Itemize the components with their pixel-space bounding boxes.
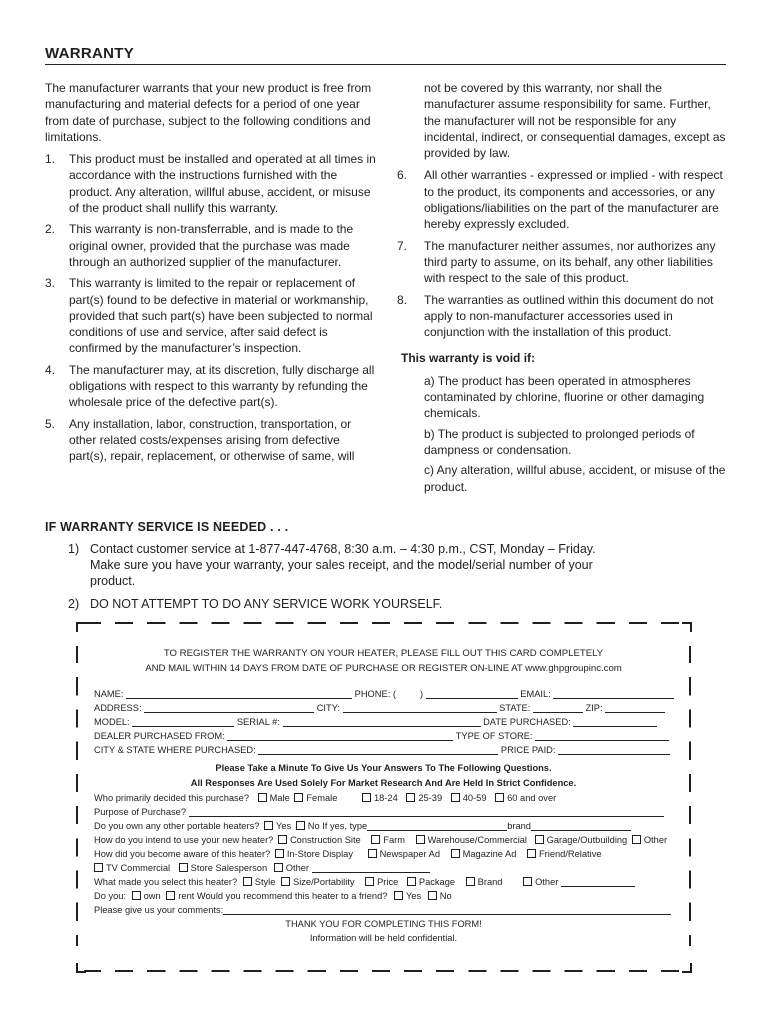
warranty-item [45,221,377,270]
warranty-item [45,416,377,465]
option-label: Yes [275,821,292,831]
option-label: Construction Site [289,835,361,845]
checkbox[interactable] [278,835,287,844]
checkbox[interactable] [394,891,403,900]
option-label: Farm [383,835,406,845]
thank-you: THANK YOU FOR COMPLETING THIS FORM! [285,919,482,929]
option-label: Other [643,835,668,845]
void-item: c) Any alteration, willful abuse, accident, or misuse of the product. [424,463,726,494]
void-item: a) The product has been operated in atmospheres contaminated by chlorine, fluorine or other damaging chemicals. [424,373,705,421]
card-corner [682,963,692,973]
warranty-item [397,292,729,341]
address-label: ADDRESS: [94,703,142,713]
service-item-number: 2) [68,596,80,611]
option-label: 25-39 [418,793,443,803]
item-continuation: not be covered by this warranty, nor shall the manufacturer assume responsibility for same. Further, the manufacturer will not be responsible for any incidental, indirect, or consequential damages, except as provided by law. [424,81,726,161]
checkbox[interactable] [527,849,536,858]
checkbox[interactable] [466,877,475,886]
option-label: rent Would you recommend this heater to a friend? [178,891,388,901]
option-label: 18-24 [373,793,398,803]
service-item [68,596,628,612]
awareness-question: How did you become aware of this heater? [94,849,271,859]
model-field[interactable] [132,717,234,727]
item-text: All other warranties - expressed or implied - with respect to the product, its components and accessories, or any obligations/liabilities on the part of the manufacturer are hereby expressly excluded. [424,168,723,232]
checkbox[interactable] [451,849,460,858]
checkbox[interactable] [258,793,267,802]
option-label: 60 and over [507,793,557,803]
card-corner [682,622,692,632]
zip-label: ZIP: [585,703,603,713]
selection-question: What made you select this heater? [94,877,238,887]
item-number: 3. [45,276,56,291]
card-instruction-line2: AND MAIL WITHIN 14 DAYS FROM DATE OF PURCHASE OR REGISTER ON-LINE AT www.ghpgroupinc.com [145,663,622,674]
item-text: The manufacturer neither assumes, nor authorizes any third party to assume, on its behalf, any other liabilities with respect to the sale of this product. [424,238,716,286]
selection-other-field[interactable] [561,877,635,887]
checkbox[interactable] [428,891,437,900]
decider-row [94,793,674,803]
option-label: Other [535,877,559,887]
phone-close: ) [419,689,424,699]
store-type-field[interactable] [535,731,669,741]
purpose-field[interactable] [189,807,664,817]
checkbox[interactable] [632,835,641,844]
other-heaters-question: Do you own any other portable heaters? [94,821,260,831]
comments-row [94,905,674,915]
checkbox[interactable] [243,877,252,886]
checkbox[interactable] [371,835,380,844]
option-label: Male [269,793,290,803]
warranty-left-column [45,80,377,470]
option-label: TV Commercial [106,863,171,873]
date-purchased-field[interactable] [573,717,657,727]
option-label: Other [285,863,310,873]
city-state-label: CITY & STATE WHERE PURCHASED: [94,745,256,755]
title-divider [45,64,726,65]
address-field[interactable] [144,703,314,713]
survey-confidentiality: All Responses Are Used Solely For Market Research And Are Held In Strict Confidence. [190,778,577,788]
confidential-note: Information will be held confidential. [309,933,458,943]
state-label: STATE: [499,703,531,713]
checkbox[interactable] [416,835,425,844]
option-label: No [439,891,452,901]
option-label: No If yes, type [307,821,368,831]
warranty-intro: The manufacturer warrants that your new product is free from manufacturing and material defects for a period of one year from date of purchase, subject to the following conditions and limitations. [45,81,372,144]
date-purchased-label: DATE PURCHASED: [483,717,571,727]
store-type-label: TYPE OF STORE: [455,731,533,741]
checkbox[interactable] [166,891,175,900]
option-label: own [143,891,161,901]
option-label: Size/Portability [293,877,355,887]
option-label: Female [306,793,338,803]
card-border-left [76,646,78,946]
item-number: 7. [397,238,408,253]
other-heaters-row [94,821,674,831]
card-corner [76,622,86,632]
card-corner [76,963,86,973]
serial-field[interactable] [283,717,481,727]
purpose-row [94,807,674,817]
item-text: This warranty is non-transferrable, and is made to the original owner, provided that the purchase was made through an authorized supplier of the manufacturer. [69,222,354,269]
item-text: Any installation, labor, construction, transportation, or other related costs/expenses arising from defective part(s), repair, replacement, or otherwise of same, will [69,416,355,464]
brand-field[interactable] [531,821,631,831]
item-text: The warranties as outlined within this document do not apply to non-manufacturer accessories used in conjunction with the installation of this product. [424,292,714,340]
item-text: This warranty is limited to the repair or replacement of part(s) found to be defective in material or workmanship, provided that such part(s) have been subjected to normal conditions of use and service, after said defect is confirmed by the manufacturer’s inspection. [69,276,373,356]
registration-card [76,622,691,972]
warranty-item [45,151,377,216]
service-item-text: DO NOT ATTEMPT TO DO ANY SERVICE WORK YOURSELF. [90,596,443,611]
email-label: EMAIL: [520,689,551,699]
item-number: 5. [45,416,56,431]
card-border-right [689,646,691,946]
item-text: This product must be installed and operated at all times in accordance with the instructions furnished with the product. Any alteration, willful abuse, accident, or misuse of the product shall nullify this warranty. [69,152,376,216]
service-item-text: Contact customer service at 1-877-447-4768, 8:30 a.m. – 4:30 p.m., CST, Monday – Friday. Make sure you have your warranty, your sales receipt, and the model/serial number of your product. [90,542,596,589]
city-label: CITY: [316,703,340,713]
card-instruction-line1: TO REGISTER THE WARRANTY ON YOUR HEATER, PLEASE FILL OUT THIS CARD COMPLETELY [163,648,604,659]
phone-label: PHONE: ( [354,689,396,699]
item-number: 2. [45,222,56,237]
warranty-item [397,167,729,232]
warranty-right-column [397,80,729,499]
city-field[interactable] [343,703,497,713]
survey-intro: Please Take a Minute To Give Us Your Answers To The Following Questions. [215,763,552,773]
option-label: Package [418,877,456,887]
comments-question: Please give us your comments: [94,905,224,915]
name-field[interactable] [126,689,352,699]
warranty-item [397,238,729,287]
service-list [68,541,628,618]
email-field[interactable] [553,689,674,699]
warranty-item [45,275,377,356]
item-number: 4. [45,362,56,377]
option-label: Yes [406,891,422,901]
ownership-question: Do you: [94,891,127,901]
option-label: Garage/Outbuilding [546,835,628,845]
checkbox[interactable] [406,793,415,802]
option-label: Magazine Ad [462,849,517,859]
checkbox[interactable] [294,793,303,802]
item-text: The manufacturer may, at its discretion, fully discharge all obligations with respect to this warranty by refunding the wholesale price of the defective part(s). [69,362,375,410]
checkbox[interactable] [264,821,273,830]
dealer-row [94,731,674,741]
checkbox[interactable] [274,863,283,872]
void-item: b) The product is subjected to prolonged periods of dampness or condensation. [424,426,695,457]
checkbox[interactable] [368,849,377,858]
address-row [94,703,674,713]
zip-field[interactable] [605,703,665,713]
price-paid-field[interactable] [558,745,670,755]
serial-label: SERIAL #: [236,717,280,727]
option-label: Store Salesperson [190,863,268,873]
checkbox[interactable] [451,793,460,802]
selection-row [94,877,674,887]
checkbox[interactable] [94,863,103,872]
option-label: Newspaper Ad [379,849,441,859]
name-row [94,689,674,699]
price-paid-label: PRICE PAID: [500,745,556,755]
checkbox[interactable] [296,821,305,830]
area-code-field[interactable] [396,690,420,699]
dealer-field[interactable] [227,731,453,741]
comments-field[interactable] [223,905,671,915]
option-label: Friend/Relative [538,849,602,859]
city-state-field[interactable] [258,745,498,755]
page-title: WARRANTY [45,45,135,62]
model-label: MODEL: [94,717,130,727]
dealer-label: DEALER PURCHASED FROM: [94,731,225,741]
heater-type-field[interactable] [367,821,507,831]
checkbox[interactable] [535,835,544,844]
awareness-row-2 [94,863,674,873]
checkbox[interactable] [132,891,141,900]
use-row [94,835,674,845]
service-item [68,541,628,590]
phone-field[interactable] [426,689,518,699]
brand-label: brand [507,821,531,831]
checkbox[interactable] [407,877,416,886]
option-label: Price [377,877,399,887]
checkbox[interactable] [495,793,504,802]
option-label: Style [254,877,276,887]
awareness-other-field[interactable] [312,863,430,873]
checkbox[interactable] [365,877,374,886]
ownership-row [94,891,674,901]
card-border-top [84,622,682,624]
option-label: In-Store Display [286,849,353,859]
checkbox[interactable] [179,863,188,872]
checkbox[interactable] [523,877,532,886]
warranty-item [45,362,377,411]
city-state-row [94,745,674,755]
name-label: NAME: [94,689,124,699]
model-row [94,717,674,727]
decider-question: Who primarily decided this purchase? [94,793,250,803]
option-label: Warehouse/Commercial [427,835,527,845]
card-border-bottom [84,970,682,972]
option-label: Brand [477,877,503,887]
state-field[interactable] [533,703,583,713]
service-heading: IF WARRANTY SERVICE IS NEEDED . . . [45,520,289,534]
option-label: 40-59 [462,793,487,803]
service-item-number: 1) [68,542,80,556]
awareness-row [94,849,674,859]
item-number: 6. [397,168,408,183]
void-heading: This warranty is void if: [401,351,536,366]
purpose-question: Purpose of Purchase? [94,807,186,817]
checkbox[interactable] [362,793,371,802]
checkbox[interactable] [281,877,290,886]
checkbox[interactable] [275,849,284,858]
item-number: 1. [45,152,56,167]
use-question: How do you intend to use your new heater? [94,835,274,845]
item-number: 8. [397,292,408,307]
